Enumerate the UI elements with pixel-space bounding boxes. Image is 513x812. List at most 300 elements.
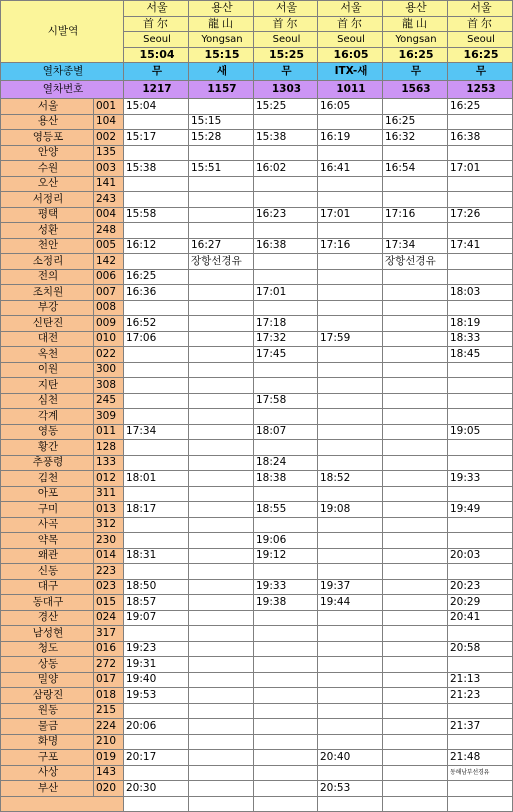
time-cell: 16:19 [318, 130, 383, 146]
time-cell: 20:29 [448, 595, 513, 611]
time-cell [124, 176, 189, 192]
station-code: 300 [94, 362, 124, 378]
table-row [1, 502, 513, 518]
origin-departure-time [383, 47, 448, 63]
station-code: 210 [94, 734, 124, 750]
origin-departure-time [448, 47, 513, 63]
time-cell [318, 610, 383, 626]
station-code: 317 [94, 626, 124, 642]
time-cell: 17:34 [124, 424, 189, 440]
origin-departure-time [189, 47, 254, 63]
origin-station-name [318, 1, 383, 17]
time-cell [124, 517, 189, 533]
time-cell [448, 703, 513, 719]
time-cell [124, 378, 189, 394]
origin-station-english-text: Seoul [143, 33, 171, 45]
time-cell [254, 114, 318, 130]
time-cell [189, 765, 254, 781]
time-cell [383, 734, 448, 750]
station-code: 312 [94, 517, 124, 533]
station-code: 243 [94, 192, 124, 208]
time-cell: 15:28 [189, 130, 254, 146]
time-cell [318, 378, 383, 394]
station-code: 133 [94, 455, 124, 471]
time-cell [318, 114, 383, 130]
time-cell: 18:50 [124, 579, 189, 595]
time-cell [189, 564, 254, 580]
time-cell [254, 734, 318, 750]
train-number-row [1, 81, 513, 99]
time-cell [254, 626, 318, 642]
time-cell: 16:23 [254, 207, 318, 223]
time-cell [124, 393, 189, 409]
time-cell [189, 672, 254, 688]
time-cell: 20:41 [448, 610, 513, 626]
train-type: 무 [124, 63, 189, 81]
filler-cell [383, 796, 448, 812]
station-code: 001 [94, 99, 124, 115]
time-cell: 16:25 [383, 114, 448, 130]
time-cell [189, 502, 254, 518]
table-row [1, 254, 513, 270]
time-cell [448, 734, 513, 750]
time-cell [254, 781, 318, 797]
station-code: 022 [94, 347, 124, 363]
time-cell [448, 533, 513, 549]
time-cell: 20:53 [318, 781, 383, 797]
time-cell [448, 781, 513, 797]
time-cell: 21:37 [448, 719, 513, 735]
time-cell: 19:53 [124, 688, 189, 704]
time-cell [448, 409, 513, 425]
time-cell [189, 409, 254, 425]
time-cell [448, 114, 513, 130]
time-cell: 16:36 [124, 285, 189, 301]
time-cell [383, 486, 448, 502]
table-row [1, 347, 513, 363]
time-cell: 19:31 [124, 657, 189, 673]
time-cell: 17:26 [448, 207, 513, 223]
time-cell [318, 300, 383, 316]
station-code: 020 [94, 781, 124, 797]
time-cell [448, 393, 513, 409]
time-cell [254, 269, 318, 285]
table-row [1, 455, 513, 471]
station-name: 영동 [1, 424, 94, 440]
origin-station-english [189, 32, 254, 48]
time-cell: 18:19 [448, 316, 513, 332]
time-cell [448, 564, 513, 580]
station-name: 신동 [1, 564, 94, 580]
station-code: 016 [94, 641, 124, 657]
table-row [1, 610, 513, 626]
table-row [1, 641, 513, 657]
time-cell [189, 145, 254, 161]
station-name: 오산 [1, 176, 94, 192]
time-cell [448, 378, 513, 394]
time-cell [383, 502, 448, 518]
station-code: 002 [94, 130, 124, 146]
time-cell: 15:38 [124, 161, 189, 177]
station-name: 원동 [1, 703, 94, 719]
table-row [1, 300, 513, 316]
station-code: 024 [94, 610, 124, 626]
origin-station-hanja-text: 首尔 [272, 16, 301, 30]
time-cell: 18:45 [448, 347, 513, 363]
time-cell [318, 223, 383, 239]
time-cell [189, 99, 254, 115]
time-cell: 21:23 [448, 688, 513, 704]
time-cell [383, 533, 448, 549]
time-cell [448, 176, 513, 192]
time-cell: 19:33 [448, 471, 513, 487]
origin-departure-time-text: 16:25 [463, 47, 499, 61]
time-cell [124, 734, 189, 750]
time-cell: 19:44 [318, 595, 383, 611]
time-cell [318, 548, 383, 564]
station-name: 남성현 [1, 626, 94, 642]
origin-station-hanja-text: 首尔 [143, 16, 171, 30]
time-cell [383, 176, 448, 192]
station-name: 김천 [1, 471, 94, 487]
time-cell [448, 223, 513, 239]
time-cell [318, 254, 383, 270]
time-cell: 18:38 [254, 471, 318, 487]
station-code: 004 [94, 207, 124, 223]
time-cell [124, 626, 189, 642]
station-name: 동대구 [1, 595, 94, 611]
time-cell [254, 378, 318, 394]
train-number: 1157 [189, 81, 254, 99]
time-cell [189, 440, 254, 456]
table-row [1, 378, 513, 394]
time-cell: 19:08 [318, 502, 383, 518]
origin-station-english [124, 32, 189, 48]
train-type-row [1, 63, 513, 81]
time-cell [383, 548, 448, 564]
origin-station-name [448, 1, 513, 17]
time-cell [383, 719, 448, 735]
route-note: 장항선경유 [189, 254, 254, 270]
time-cell: 16:25 [124, 269, 189, 285]
time-cell [189, 269, 254, 285]
filler-row [1, 796, 513, 812]
table-row [1, 114, 513, 130]
time-cell [124, 703, 189, 719]
time-cell [318, 409, 383, 425]
station-code: 013 [94, 502, 124, 518]
station-name: 청도 [1, 641, 94, 657]
time-cell [254, 176, 318, 192]
station-name: 수원 [1, 161, 94, 177]
time-cell [189, 626, 254, 642]
time-cell [254, 223, 318, 239]
station-name: 성환 [1, 223, 94, 239]
time-cell [318, 269, 383, 285]
time-cell [189, 657, 254, 673]
time-cell [383, 781, 448, 797]
time-cell [383, 657, 448, 673]
table-row [1, 424, 513, 440]
origin-label: 시발역 [1, 1, 124, 63]
time-cell: 16:54 [383, 161, 448, 177]
table-row [1, 130, 513, 146]
table-row [1, 486, 513, 502]
station-code: 272 [94, 657, 124, 673]
time-cell [318, 641, 383, 657]
time-cell: 17:18 [254, 316, 318, 332]
time-cell [383, 610, 448, 626]
time-cell [318, 440, 383, 456]
time-cell [189, 734, 254, 750]
table-row [1, 626, 513, 642]
time-cell [254, 657, 318, 673]
train-type: ITX-새 [318, 63, 383, 81]
origin-station-english-text: Seoul [337, 33, 365, 45]
time-cell [254, 564, 318, 580]
time-cell [383, 471, 448, 487]
station-code: 224 [94, 719, 124, 735]
time-cell [189, 641, 254, 657]
station-name: 이원 [1, 362, 94, 378]
timetable-body [1, 1, 513, 812]
time-cell [318, 533, 383, 549]
station-code: 230 [94, 533, 124, 549]
table-row [1, 238, 513, 254]
time-cell [383, 362, 448, 378]
time-cell [189, 750, 254, 766]
station-code: 018 [94, 688, 124, 704]
time-cell [318, 285, 383, 301]
time-cell: 20:06 [124, 719, 189, 735]
time-cell [124, 300, 189, 316]
table-row [1, 362, 513, 378]
table-row [1, 192, 513, 208]
time-cell: 20:58 [448, 641, 513, 657]
station-code: 006 [94, 269, 124, 285]
time-cell: 17:59 [318, 331, 383, 347]
time-cell: 16:38 [448, 130, 513, 146]
train-type: 새 [189, 63, 254, 81]
time-cell: 17:45 [254, 347, 318, 363]
time-cell [189, 533, 254, 549]
time-cell [318, 765, 383, 781]
time-cell [124, 362, 189, 378]
time-cell [189, 362, 254, 378]
route-note: 장항선경유 [383, 254, 448, 270]
time-cell: 18:33 [448, 331, 513, 347]
origin-station-name-text: 서울 [275, 1, 298, 15]
origin-station-hanja [448, 16, 513, 32]
time-cell [124, 440, 189, 456]
time-cell [383, 564, 448, 580]
time-cell [254, 192, 318, 208]
time-cell [383, 378, 448, 394]
time-cell [254, 688, 318, 704]
time-cell [383, 300, 448, 316]
station-name: 밀양 [1, 672, 94, 688]
header-row [1, 1, 513, 17]
table-row [1, 517, 513, 533]
time-cell: 16:27 [189, 238, 254, 254]
time-cell [448, 254, 513, 270]
time-cell [189, 223, 254, 239]
origin-departure-time-text: 16:25 [398, 47, 434, 61]
time-cell [254, 486, 318, 502]
train-type-label: 열차종별 [1, 63, 124, 81]
time-cell: 18:31 [124, 548, 189, 564]
time-cell [318, 672, 383, 688]
time-cell [383, 269, 448, 285]
time-cell: 17:58 [254, 393, 318, 409]
table-row [1, 750, 513, 766]
station-code: 143 [94, 765, 124, 781]
station-code: 245 [94, 393, 124, 409]
time-cell: 16:02 [254, 161, 318, 177]
station-code: 010 [94, 331, 124, 347]
station-code: 309 [94, 409, 124, 425]
time-cell [383, 672, 448, 688]
time-cell [448, 192, 513, 208]
time-cell [448, 362, 513, 378]
origin-station-name-text: 용산 [405, 1, 427, 15]
time-cell [383, 703, 448, 719]
train-number: 1253 [448, 81, 513, 99]
origin-station-english-text: Yongsan [201, 33, 243, 45]
time-cell [189, 579, 254, 595]
table-row [1, 595, 513, 611]
time-cell [383, 626, 448, 642]
station-name: 황간 [1, 440, 94, 456]
time-cell [254, 409, 318, 425]
time-cell [318, 424, 383, 440]
time-cell [254, 440, 318, 456]
time-cell [448, 300, 513, 316]
time-cell [124, 114, 189, 130]
table-row [1, 161, 513, 177]
time-cell [254, 254, 318, 270]
time-cell [318, 626, 383, 642]
time-cell [383, 440, 448, 456]
station-code: 128 [94, 440, 124, 456]
time-cell [318, 316, 383, 332]
time-cell: 17:06 [124, 331, 189, 347]
filler-cell [448, 796, 513, 812]
filler-cell [318, 796, 383, 812]
time-cell: 16:25 [448, 99, 513, 115]
station-name: 추풍령 [1, 455, 94, 471]
time-cell [448, 486, 513, 502]
time-cell: 17:01 [254, 285, 318, 301]
table-row [1, 393, 513, 409]
time-cell [189, 192, 254, 208]
table-row [1, 781, 513, 797]
time-cell [383, 595, 448, 611]
time-cell [189, 781, 254, 797]
origin-station-hanja [189, 16, 254, 32]
table-row [1, 548, 513, 564]
time-cell: 21:13 [448, 672, 513, 688]
time-cell [383, 765, 448, 781]
station-name: 왜관 [1, 548, 94, 564]
origin-station-hanja-text: 龍山 [208, 16, 236, 30]
origin-station-english-text: Seoul [467, 33, 495, 45]
time-cell [383, 145, 448, 161]
station-code: 007 [94, 285, 124, 301]
time-cell [124, 145, 189, 161]
time-cell: 16:05 [318, 99, 383, 115]
time-cell [254, 300, 318, 316]
origin-station-english-text: Yongsan [395, 33, 437, 45]
table-row [1, 533, 513, 549]
route-note: 동해남부선경유 [448, 765, 513, 781]
table-row [1, 440, 513, 456]
station-code: 003 [94, 161, 124, 177]
station-name: 부강 [1, 300, 94, 316]
origin-station-hanja [318, 16, 383, 32]
time-cell [189, 517, 254, 533]
time-cell [254, 362, 318, 378]
time-cell [448, 657, 513, 673]
time-cell [318, 455, 383, 471]
station-code: 011 [94, 424, 124, 440]
time-cell [124, 254, 189, 270]
time-cell: 15:17 [124, 130, 189, 146]
station-code: 017 [94, 672, 124, 688]
station-name: 아포 [1, 486, 94, 502]
station-code: 014 [94, 548, 124, 564]
train-type: 무 [254, 63, 318, 81]
table-row [1, 672, 513, 688]
time-cell [318, 564, 383, 580]
station-name: 대전 [1, 331, 94, 347]
origin-departure-time [254, 47, 318, 63]
time-cell [189, 207, 254, 223]
time-cell [448, 440, 513, 456]
time-cell [189, 595, 254, 611]
time-cell [124, 455, 189, 471]
origin-departure-time-text: 15:04 [139, 47, 175, 61]
station-name: 사곡 [1, 517, 94, 533]
origin-station-english [318, 32, 383, 48]
time-cell [254, 610, 318, 626]
time-cell [448, 626, 513, 642]
station-name: 평택 [1, 207, 94, 223]
station-name: 화명 [1, 734, 94, 750]
origin-station-hanja-text: 首尔 [337, 16, 365, 30]
time-cell: 20:40 [318, 750, 383, 766]
time-cell: 17:01 [318, 207, 383, 223]
filler-cell [189, 796, 254, 812]
time-cell: 18:03 [448, 285, 513, 301]
time-cell [189, 548, 254, 564]
time-cell: 15:04 [124, 99, 189, 115]
station-name: 경산 [1, 610, 94, 626]
station-code: 141 [94, 176, 124, 192]
time-cell: 15:25 [254, 99, 318, 115]
time-cell [318, 688, 383, 704]
origin-station-english [254, 32, 318, 48]
time-cell: 15:38 [254, 130, 318, 146]
time-cell [189, 424, 254, 440]
table-row [1, 269, 513, 285]
time-cell: 20:17 [124, 750, 189, 766]
time-cell: 17:32 [254, 331, 318, 347]
filler-cell [124, 796, 189, 812]
origin-station-hanja [124, 16, 189, 32]
time-cell [318, 703, 383, 719]
time-cell: 15:58 [124, 207, 189, 223]
